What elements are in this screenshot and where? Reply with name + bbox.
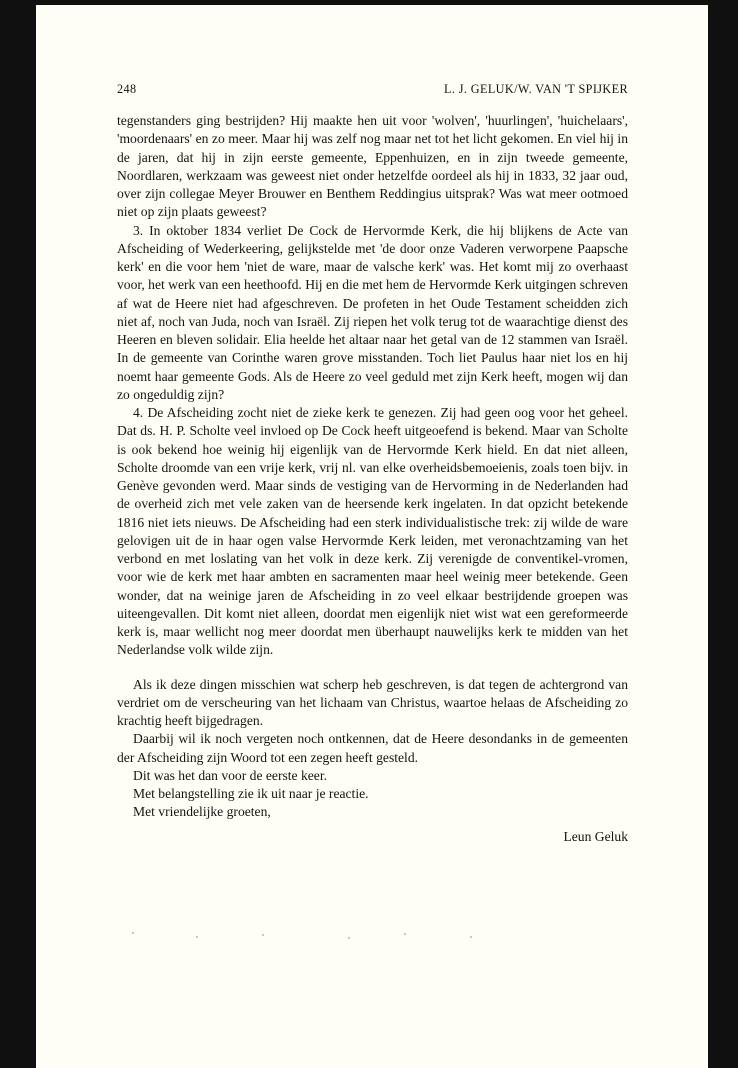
scan-speck [262,934,264,936]
page-number: 248 [117,82,137,96]
body-paragraph: 3. In oktober 1834 verliet De Cock de Hervormde Kerk, die hij blijkens de Acte van Afscheiding of Wederkeering, gelijkstelde met 'de door onze Vaderen verworpene Paapsche kerk' en die voor hem 'niet de ware, maar de valsche kerk' was. Het komt mij zo overhaast voor, het werk van een heethoofd. Hij en die met hem de Hervormde Kerk uitgingen schreven af wat de Heere niet had afgeschreven. De profeten in het Oude Testament scheidden zich niet af, noch van Juda, noch van Israël. Zij riepen het volk terug tot de waarachtige dienst des Heeren en bleven solidair. Elia heelde het altaar naar het getal van de 12 stammen van Israël. In de gemeente van Corinthe waren grove misstanden. Toch liet Paulus haar niet los en hij noemt haar gemeente Gods. Als de Heere zo veel geduld met zijn Kerk heeft, mogen wij dan zo ongeduldig zijn? [117,222,628,402]
scan-speck [196,936,198,938]
body-paragraph: tegenstanders ging bestrijden? Hij maakte hen uit voor 'wolven', 'huurlingen', 'huichelaars', 'moordenaars' en zo meer. Maar hij was zelf nog maar net tot het licht gekomen. En viel hij in de jaren, dat hij in zijn eerste gemeente, Eppenhuizen, en in zijn tweede gemeente, Noordlaren, werkzaam was geweest niet onder hetzelfde oordeel als hij in 1833, 32 jaar oud, over zijn collegae Meyer Brouwer en Benthem Reddingius uitsprak? Was wat meer ootmoed niet op zijn plaats geweest? [117,113,628,220]
scan-speck [404,933,406,935]
running-head [117,80,628,98]
letter-paragraph: Als ik deze dingen misschien wat scherp heb geschreven, is dat tegen de achtergrond van verdriet om de verscheuring van het lichaam van Christus, waartoe helaas de Afscheiding zo krachtig heeft bijgedragen. [117,676,628,728]
scan-speck [348,937,350,939]
closing-line: Met vriendelijke groeten, [133,804,271,820]
running-title: L. J. GELUK/W. VAN 'T SPIJKER [444,82,628,96]
scan-speck [470,936,472,938]
signature: Leun Geluk [563,828,628,844]
closing-line: Met belangstelling zie ik uit naar je reactie. [133,786,369,801]
scan-speck [132,932,134,934]
closing-line: Dit was het dan voor de eerste keer. [133,767,328,783]
letter-paragraph: Daarbij wil ik noch vergeten noch ontkennen, dat de Heere desondanks in de gemeenten der Afscheiding zijn Woord tot een zegen heeft gesteld. [117,731,628,765]
section-gap [117,660,628,676]
book-page [117,80,628,846]
body-paragraph: 4. De Afscheiding zocht niet de zieke kerk te genezen. Zij had geen oog voor het geheel. Dat ds. H. P. Scholte veel invloed op De Cock heeft uitgeoefend is bekend. Maar van Scholte is ook bekend hoe weinig hij eigenlijk van de Hervormde Kerk hield. En dat niet alleen, Scholte droomde van een vrije kerk, vrij nl. van elke overheidsbemoeienis, zoals toen bijv. in Genève gevonden werd. Maar sinds de vestiging van de Hervorming in de Nederlanden had de overheid zich met vele zaken van de heersende kerk ingelaten. In dat opzicht betekende 1816 niet iets nieuws. De Afscheiding had een sterk individualistische trek: zij wilde de ware gelovigen uit de in haar ogen valse Hervormde Kerk leiden, met veronachtzaming van het verbond en met loslating van het volk in deze kerk. Zij verenigde de conventikel-vromen, voor wie de kerk met haar ambten en sacramenten maar heel weinig meer betekende. Geen wonder, dat na weinige jaren de Afscheiding in zo veel elkaar bestrijdende groepen was uiteengevallen. Dit komt niet alleen, doordat men eigenlijk niet wist wat een gereformeerde kerk is, maar wellicht nog meer doordat men überhaupt nauwelijks kerk te midden van het Nederlandse volk wilde zijn. [117,405,628,658]
